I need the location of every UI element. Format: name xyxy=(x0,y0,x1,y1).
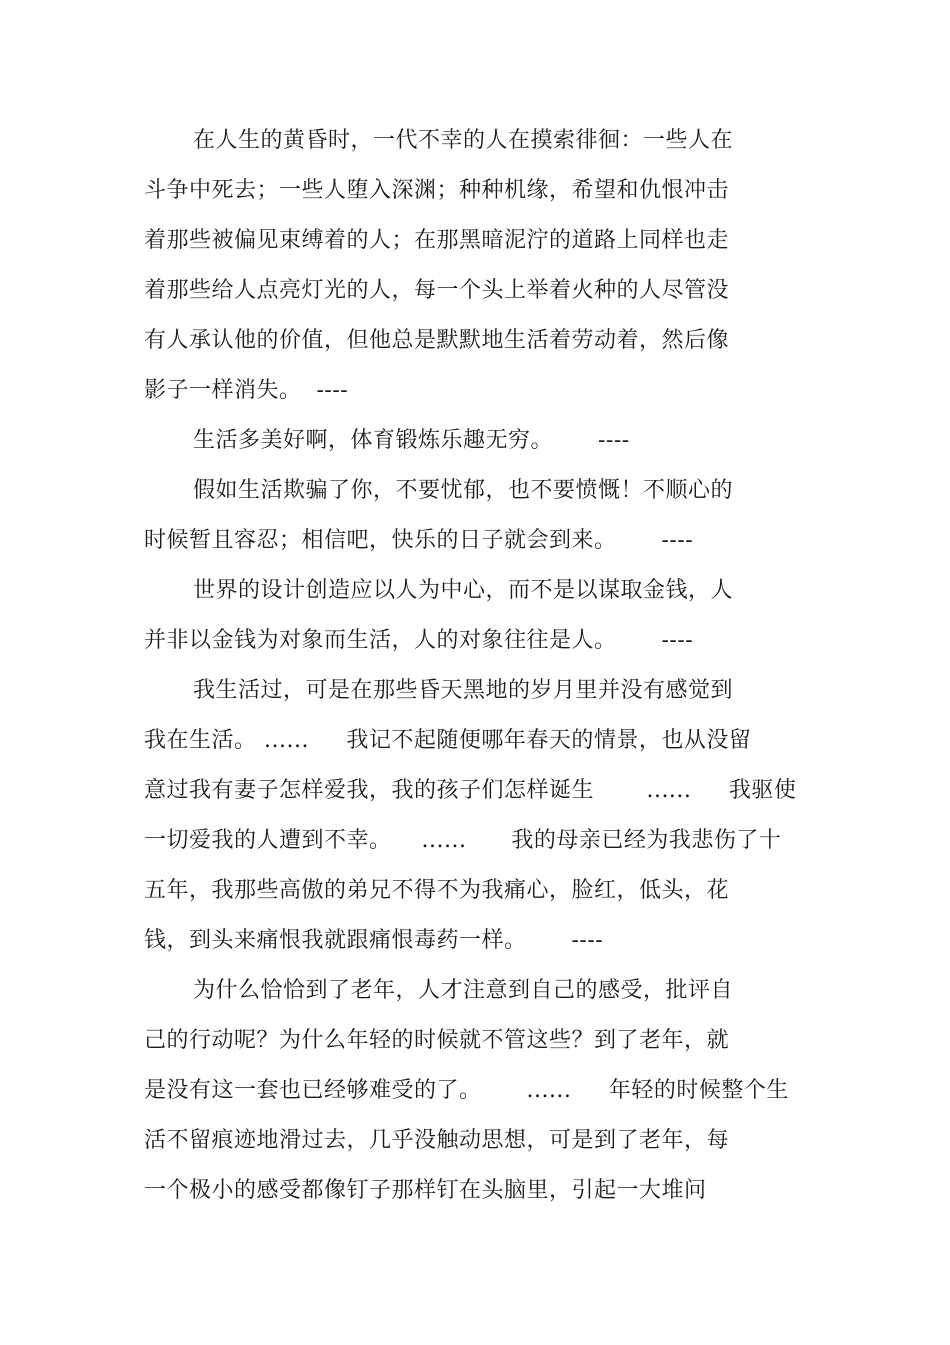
text-line: 钱，到头来痛恨我就跟痛恨毒药一样。 ---- xyxy=(144,928,604,953)
text-line: 着那些被偏见束缚着的人；在那黑暗泥泞的道路上同样也走 xyxy=(144,228,730,253)
text-line: 生活多美好啊，体育锻炼乐趣无穷。 ---- xyxy=(193,428,630,453)
text-line: 影子一样消失。 ---- xyxy=(144,378,349,403)
text-line: 我生活过，可是在那些昏天黑地的岁月里并没有感觉到 xyxy=(193,678,734,703)
text-line: 着那些给人点亮灯光的人，每一个头上举着火种的人尽管没 xyxy=(144,278,730,303)
text-line: 一个极小的感受都像钉子那样钉在头脑里，引起一大堆问 xyxy=(144,1178,707,1203)
text-line: 为什么恰恰到了老年，人才注意到自己的感受，批评自 xyxy=(193,978,734,1003)
text-line: 在人生的黄昏时，一代不幸的人在摸索徘徊：一些人在 xyxy=(193,128,734,153)
text-line: 我在生活。 ...... 我记不起随便哪年春天的情景，也从没留 xyxy=(144,728,752,753)
text-line: 斗争中死去；一些人堕入深渊；种种机缘，希望和仇恨冲击 xyxy=(144,178,730,203)
text-line: 是没有这一套也已经够难受的了。 ...... 年轻的时候整个生 xyxy=(144,1078,789,1103)
text-line: 世界的设计创造应以人为中心，而不是以谋取金钱，人 xyxy=(193,578,734,603)
text-line: 时候暂且容忍；相信吧，快乐的日子就会到来。 ---- xyxy=(144,528,694,553)
text-line: 一切爱我的人遭到不幸。 ...... 我的母亲已经为我悲伤了十 xyxy=(144,828,782,853)
text-line: 活不留痕迹地滑过去，几乎没触动思想，可是到了老年，每 xyxy=(144,1128,730,1153)
text-line: 假如生活欺骗了你，不要忧郁，也不要愤慨！不顺心的 xyxy=(193,478,734,503)
text-line: 五年，我那些高傲的弟兄不得不为我痛心，脸红，低头，花 xyxy=(144,878,730,903)
text-line: 己的行动呢？为什么年轻的时候就不管这些？到了老年，就 xyxy=(144,1028,730,1053)
text-line: 有人承认他的价值，但他总是默默地生活着劳动着，然后像 xyxy=(144,328,730,353)
text-line: 意过我有妻子怎样爱我，我的孩子们怎样诞生 ...... 我驱使 xyxy=(144,778,797,803)
text-line: 并非以金钱为对象而生活，人的对象往往是人。 ---- xyxy=(144,628,694,653)
